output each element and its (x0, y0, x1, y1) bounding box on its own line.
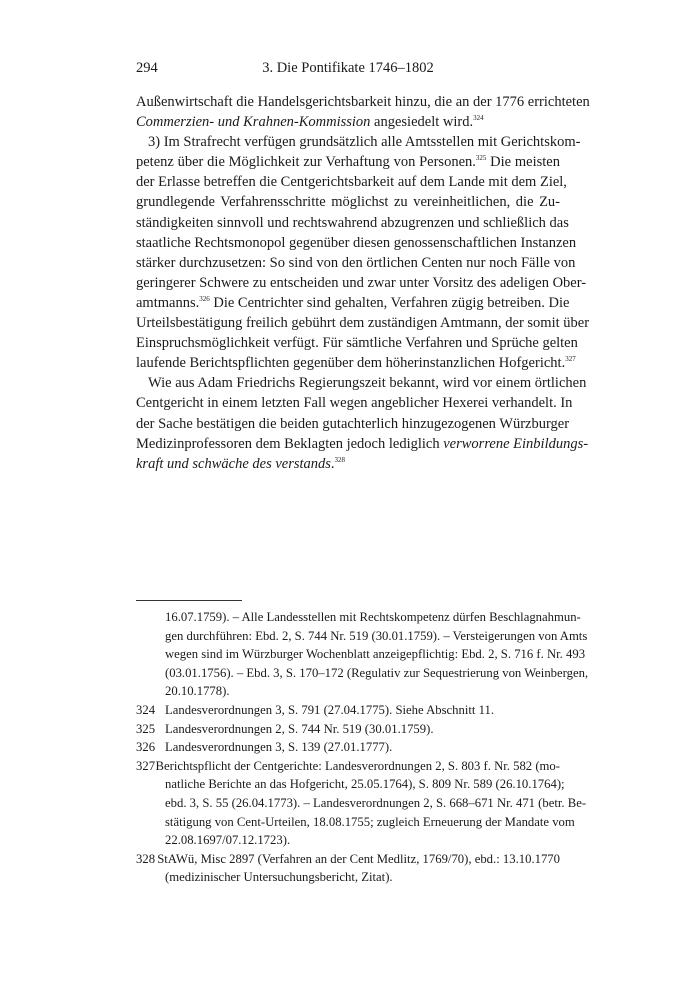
text-line: Commerzien- und Krahnen-Kommission angesiedelt wird.$^{324}$ (136, 114, 484, 131)
text-line: Medizinprofessoren dem Beklagten jedoch lediglich verworrene Einbildungs- (136, 435, 589, 452)
footnote-ref-328[interactable]: 328 (334, 455, 346, 464)
footnote-326: 326 Landesverordnungen 3, S. 139 (27.01.1777). (136, 738, 560, 757)
text-line: laufende Berichtspflichten gegenüber dem höherinstanzlichen Hofgericht.$^{327}$ (136, 355, 576, 372)
footnote-ref-326[interactable]: 326 (199, 294, 210, 303)
footnote-325: 325 Landesverordnungen 2, S. 744 Nr. 519 (30.01.1759). (136, 720, 560, 739)
footnote-continuation: 20.10.1778). (165, 684, 230, 699)
text-line: geringerer Schwere zu entscheiden und zwar unter Vorsitz des adeligen Ober- (136, 274, 587, 291)
footnote-324: 324 Landesverordnungen 3, S. 791 (27.04.1775). Siehe Abschnitt 11. (136, 701, 560, 720)
paragraph-start: 3) Im Strafrecht verfügen grundsätzlich alle Amtsstellen mit Gerichtskom- (148, 134, 581, 151)
text-line: Einspruchsmöglichkeit verfügt. Für sämtliche Verfahren und Sprüche gelten (136, 335, 578, 352)
footnote-number: 324 (136, 702, 156, 717)
main-text (136, 92, 590, 474)
footnote-line: (medizinischer Untersuchungsbericht, Zitat). (165, 870, 393, 885)
footnote-continuation: 16.07.1759). – Alle Landesstellen mit Rechtskompetenz dürfen Beschlagnahmun- (165, 610, 581, 624)
text-line: Außenwirtschaft die Handelsgerichtsbarkeit hinzu, die an der 1776 errichteten (136, 94, 590, 110)
paragraph-start: Wie aus Adam Friedrichs Regierungszeit bekannt, wird vor einem örtlichen (148, 375, 587, 392)
footnote-number: 328 (136, 851, 156, 866)
footnote-ref-327[interactable]: 327 (565, 355, 576, 364)
footnote-continuation: (03.01.1756). – Ebd. 3, S. 170–172 (Regulativ zur Sequestrierung von Weinbergen, (165, 665, 589, 680)
footnote-line: natliche Berichte an das Hofgericht, 25.05.1764), S. 809 Nr. 589 (26.10.1764); (165, 777, 565, 792)
text-line: grundlegende Verfahrensschritte möglichst zu vereinheitlichen, die Zu- (136, 194, 560, 211)
page-number: 294 (136, 60, 158, 76)
text-line: kraft und schwäche des verstands.$^{328}$ (136, 455, 346, 472)
footnote-number: 327 (136, 758, 156, 773)
footnote-ref-325[interactable]: 325 (475, 154, 487, 163)
footnote-line: stätigung von Cent-Urteilen, 18.08.1755; zugleich Erneuerung der Mandate vom (165, 814, 575, 829)
footnotes (136, 608, 589, 887)
italic-quote: verworrene Einbildungs- (443, 435, 589, 452)
italic-quote: kraft und schwäche des verstands (136, 455, 331, 472)
footnote-327: 327 Berichtspflicht der Centgerichte: Landesverordnungen 2, S. 803 f. Nr. 582 (mo- (136, 757, 560, 776)
text-line: staatliche Rechtsmonopol gegenüber diesen genossenschaftlichen Instanzen (136, 234, 577, 251)
text-line: der Erlasse betreffen die Centgerichtsbarkeit auf dem Lande mit dem Ziel, (136, 174, 567, 191)
footnote-number: 325 (136, 721, 156, 736)
footnote-328: 328 StAWü, Misc 2897 (Verfahren an der Cent Medlitz, 1769/70), ebd.: 13.10.1770 (136, 850, 560, 869)
footnote-continuation: wegen sind im Würzburger Wochenblatt anzeigepflichtig: Ebd. 2, S. 716 f. Nr. 493 (165, 647, 586, 662)
footnote-line: 22.08.1697/07.12.1723). (165, 833, 291, 848)
text-line: Urteilsbestätigung freilich gebührt dem zuständigen Amtmann, der somit über (136, 315, 590, 332)
running-head-title: 3. Die Pontifikate 1746–1802 (262, 60, 434, 76)
text-line: der Sache bestätigen die beiden gutachterlich hinzugezogenen Würzburger (136, 415, 570, 432)
text-line: ständigkeiten sinnvoll und rechtswahrend abzugrenzen und schließlich das (136, 214, 569, 231)
text-line: amtmanns.$^{326}$ Die Centrichter sind gehalten, Verfahren zügig betreiben. Die (136, 294, 570, 311)
footnote-continuation: gen durchführen: Ebd. 2, S. 744 Nr. 519 (30.01.1759). – Versteigerungen von Amts (165, 628, 588, 643)
running-header (136, 60, 560, 82)
text-line: Centgericht in einem letzten Fall wegen angeblicher Hexerei verhandelt. In (136, 395, 573, 412)
footnote-ref-324[interactable]: 324 (473, 114, 484, 123)
text-line: petenz über die Möglichkeit zur Verhaftung von Personen.$^{325}$ Die meisten (136, 154, 560, 171)
text-line: stärker durchzusetzen: So sind von den örtlichen Centen nur noch Fälle von (136, 254, 576, 271)
footnote-separator (136, 600, 242, 601)
footnote-line: ebd. 3, S. 55 (26.04.1773). – Landesverordnungen 2, S. 668–671 Nr. 471 (betr. Be- (165, 795, 587, 810)
footnote-number: 326 (136, 740, 156, 755)
italic-title: Commerzien- und Krahnen-Kommission (136, 114, 371, 131)
